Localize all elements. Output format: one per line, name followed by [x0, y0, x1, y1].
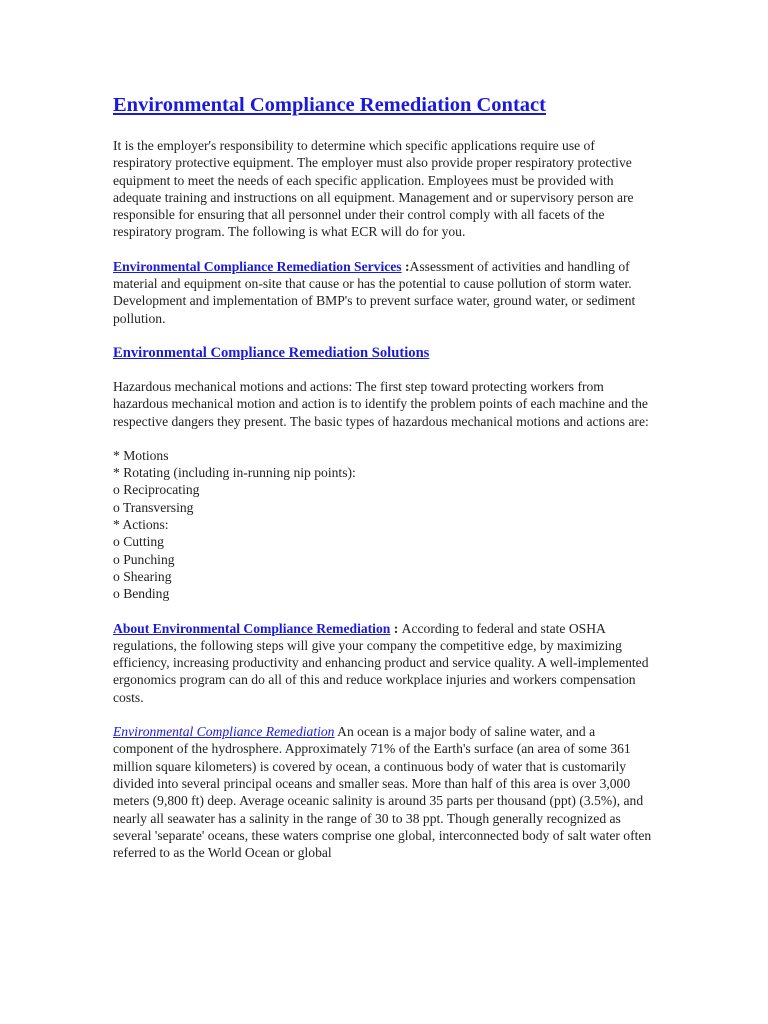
list-item: * Rotating (including in-running nip points):	[113, 465, 356, 481]
services-link[interactable]: Environmental Compliance Remediation Services	[113, 258, 402, 274]
about-text: According to federal and state OSHA regulations, the following steps will give your company the competitive edge, by maximizing efficiency, increasing productivity and enhancing product and service quality. A well-implemented ergonomics program can do all of this and reduce workplace injuries and workers compensation costs.	[113, 620, 649, 705]
about-paragraph	[113, 620, 653, 706]
page-title-link[interactable]: Environmental Compliance Remediation Contact	[113, 94, 546, 116]
solutions-heading	[113, 344, 653, 362]
list-item: * Motions	[113, 447, 169, 463]
intro-paragraph: It is the employer's responsibility to determine which specific applications require use of respiratory protective equipment. The employer must also provide proper respiratory protective equipment to meet the needs of each specific application. Employees must be provided with adequate training and instructions on all equipment. Management and or supervisory person are responsible for ensuring that all personnel under their control comply with all facets of the respiratory program. The following is what ECR will do for you.	[113, 138, 634, 240]
hazard-list	[113, 447, 653, 603]
page-title	[113, 92, 653, 118]
solutions-link[interactable]: Environmental Compliance Remediation Solutions	[113, 344, 430, 361]
list-item: o Bending	[113, 586, 170, 602]
about-link[interactable]: About Environmental Compliance Remediation	[113, 620, 391, 636]
services-paragraph	[113, 258, 653, 327]
list-item: o Transversing	[113, 499, 194, 515]
list-item: o Reciprocating	[113, 482, 200, 498]
document-page	[113, 92, 653, 861]
list-item: o Cutting	[113, 534, 164, 550]
solutions-heading-wrap	[113, 344, 653, 362]
list-item: o Shearing	[113, 568, 172, 584]
hazard-intro-paragraph: Hazardous mechanical motions and actions: The first step toward protecting workers from hazardous mechanical motion and action is to identify the problem points of each machine and the respective dangers they present. The basic types of hazardous mechanical motions and actions are:	[113, 378, 649, 429]
ocean-text: An ocean is a major body of saline water, and a component of the hydrosphere. Approximately 71% of the Earth's surface (an area of some 361 million square kilometers) is covered by ocean, a continuous body of water that is customarily divided into several principal oceans and smaller seas. More than half of this area is over 3,000 meters (9,800 ft) deep. Average oceanic salinity is around 35 parts per thousand (ppt) (3.5%), and nearly all seawater has a salinity in the range of 30 to 38 ppt. Though generally recognized as several 'separate' oceans, these waters comprise one global, interconnected body of salt water often referred to as the World Ocean or global	[113, 724, 652, 861]
about-separator: :	[390, 620, 402, 636]
ocean-link[interactable]: Environmental Compliance Remediation	[113, 724, 335, 740]
ocean-paragraph	[113, 723, 653, 861]
list-item: * Actions:	[113, 517, 169, 533]
services-separator: :	[401, 258, 410, 274]
services-text: Assessment of activities and handling of material and equipment on-site that cause or has the potential to cause pollution of storm water. Development and implementation of BMP's to prevent surface water, ground water, or sediment pollution.	[113, 258, 636, 326]
list-item: o Punching	[113, 551, 175, 567]
